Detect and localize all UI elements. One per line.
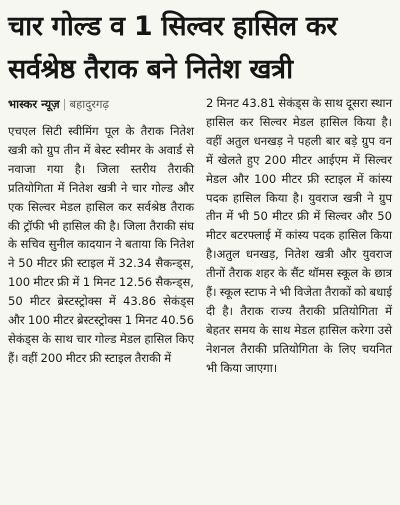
headline xyxy=(8,5,392,91)
left-column-text: एचएल सिटी स्वीमिंग पूल के तैराक नितेश खत्री को ग्रुप तीन में बेस्ट स्वीमर के अवार्ड से नवाजा गया है। जिला स्तरीय तैराकी प्रतियोगिता में नितेश खत्री ने चार गोल्ड और एक सिल्वर मेडल हासिल कर सर्वश्रेष्ठ तैराक की ट्रॉफी भी हासिल की है। जिला तैराकी संघ के सचिव सुनील कादयान ने बताया कि नितेश ने 50 मीटर फ्री स्टाइल में 32.34 सैकन्ड्स, 100 मीटर फ्री में 1 मिनट 12.56 सैकन्ड्स, 50 मीटर ब्रेस्टस्ट्रोक्स में 43.86 सेकंड्स और 100 मीटर ब्रेस्टस्ट्रोक्स 1 मिनट 40.56 सेकंड्स के साथ चार गोल्ड मेडल हासिल किए हैं। वहीं 200 मीटर फ्री स्टाइल तैराकी में xyxy=(8,124,194,365)
headline-line-2: सर्वश्रेष्ठ तैराक बने नितेश खत्री xyxy=(8,54,293,85)
byline-source: भास्कर न्यूज़ xyxy=(8,97,60,111)
byline-separator: | xyxy=(62,97,67,111)
byline xyxy=(8,96,194,112)
right-column-text: 2 मिनट 43.81 सेकंड्स के साथ दूसरा स्थान हासिल कर सिल्वर मेडल हासिल किया है। वहीं अतुल धनखड़ ने पहली बार बड़े ग्रुप वन में खेलते हुए 200 मीटर आईएम में सिल्वर मेडल और 100 मीटर फ्री स्टाइल में कांस्य पदक हासिल किया है। युवराज खत्री ने ग्रुप तीन में भी 50 मीटर फ्री में सिल्वर और 50 मीटर बटरफ्लाई में कांस्य पदक हासिल किया है।अतुल धनखड़, नितेश खत्री और युवराज तीनों तैराक शहर के सैंट थॉमस स्कूल के छात्र हैं। स्कूल स्टाफ ने भी विजेता तैराकों को बधाई दी है। तैराक राज्य तैराकी प्रतियोगिता में बेहतर समय के साथ मेडल हासिल करेगा उसे नेशनल तैराकी प्रतियोगिता के लिए चयनित भी किया जाएगा। xyxy=(206,96,392,375)
article-columns xyxy=(8,96,392,378)
byline-place: बहादुरगढ़ xyxy=(69,97,109,111)
left-column xyxy=(8,96,194,378)
right-column xyxy=(206,96,392,378)
headline-line-1: चार गोल्ड व 1 सिल्वर हासिल कर xyxy=(8,11,338,42)
